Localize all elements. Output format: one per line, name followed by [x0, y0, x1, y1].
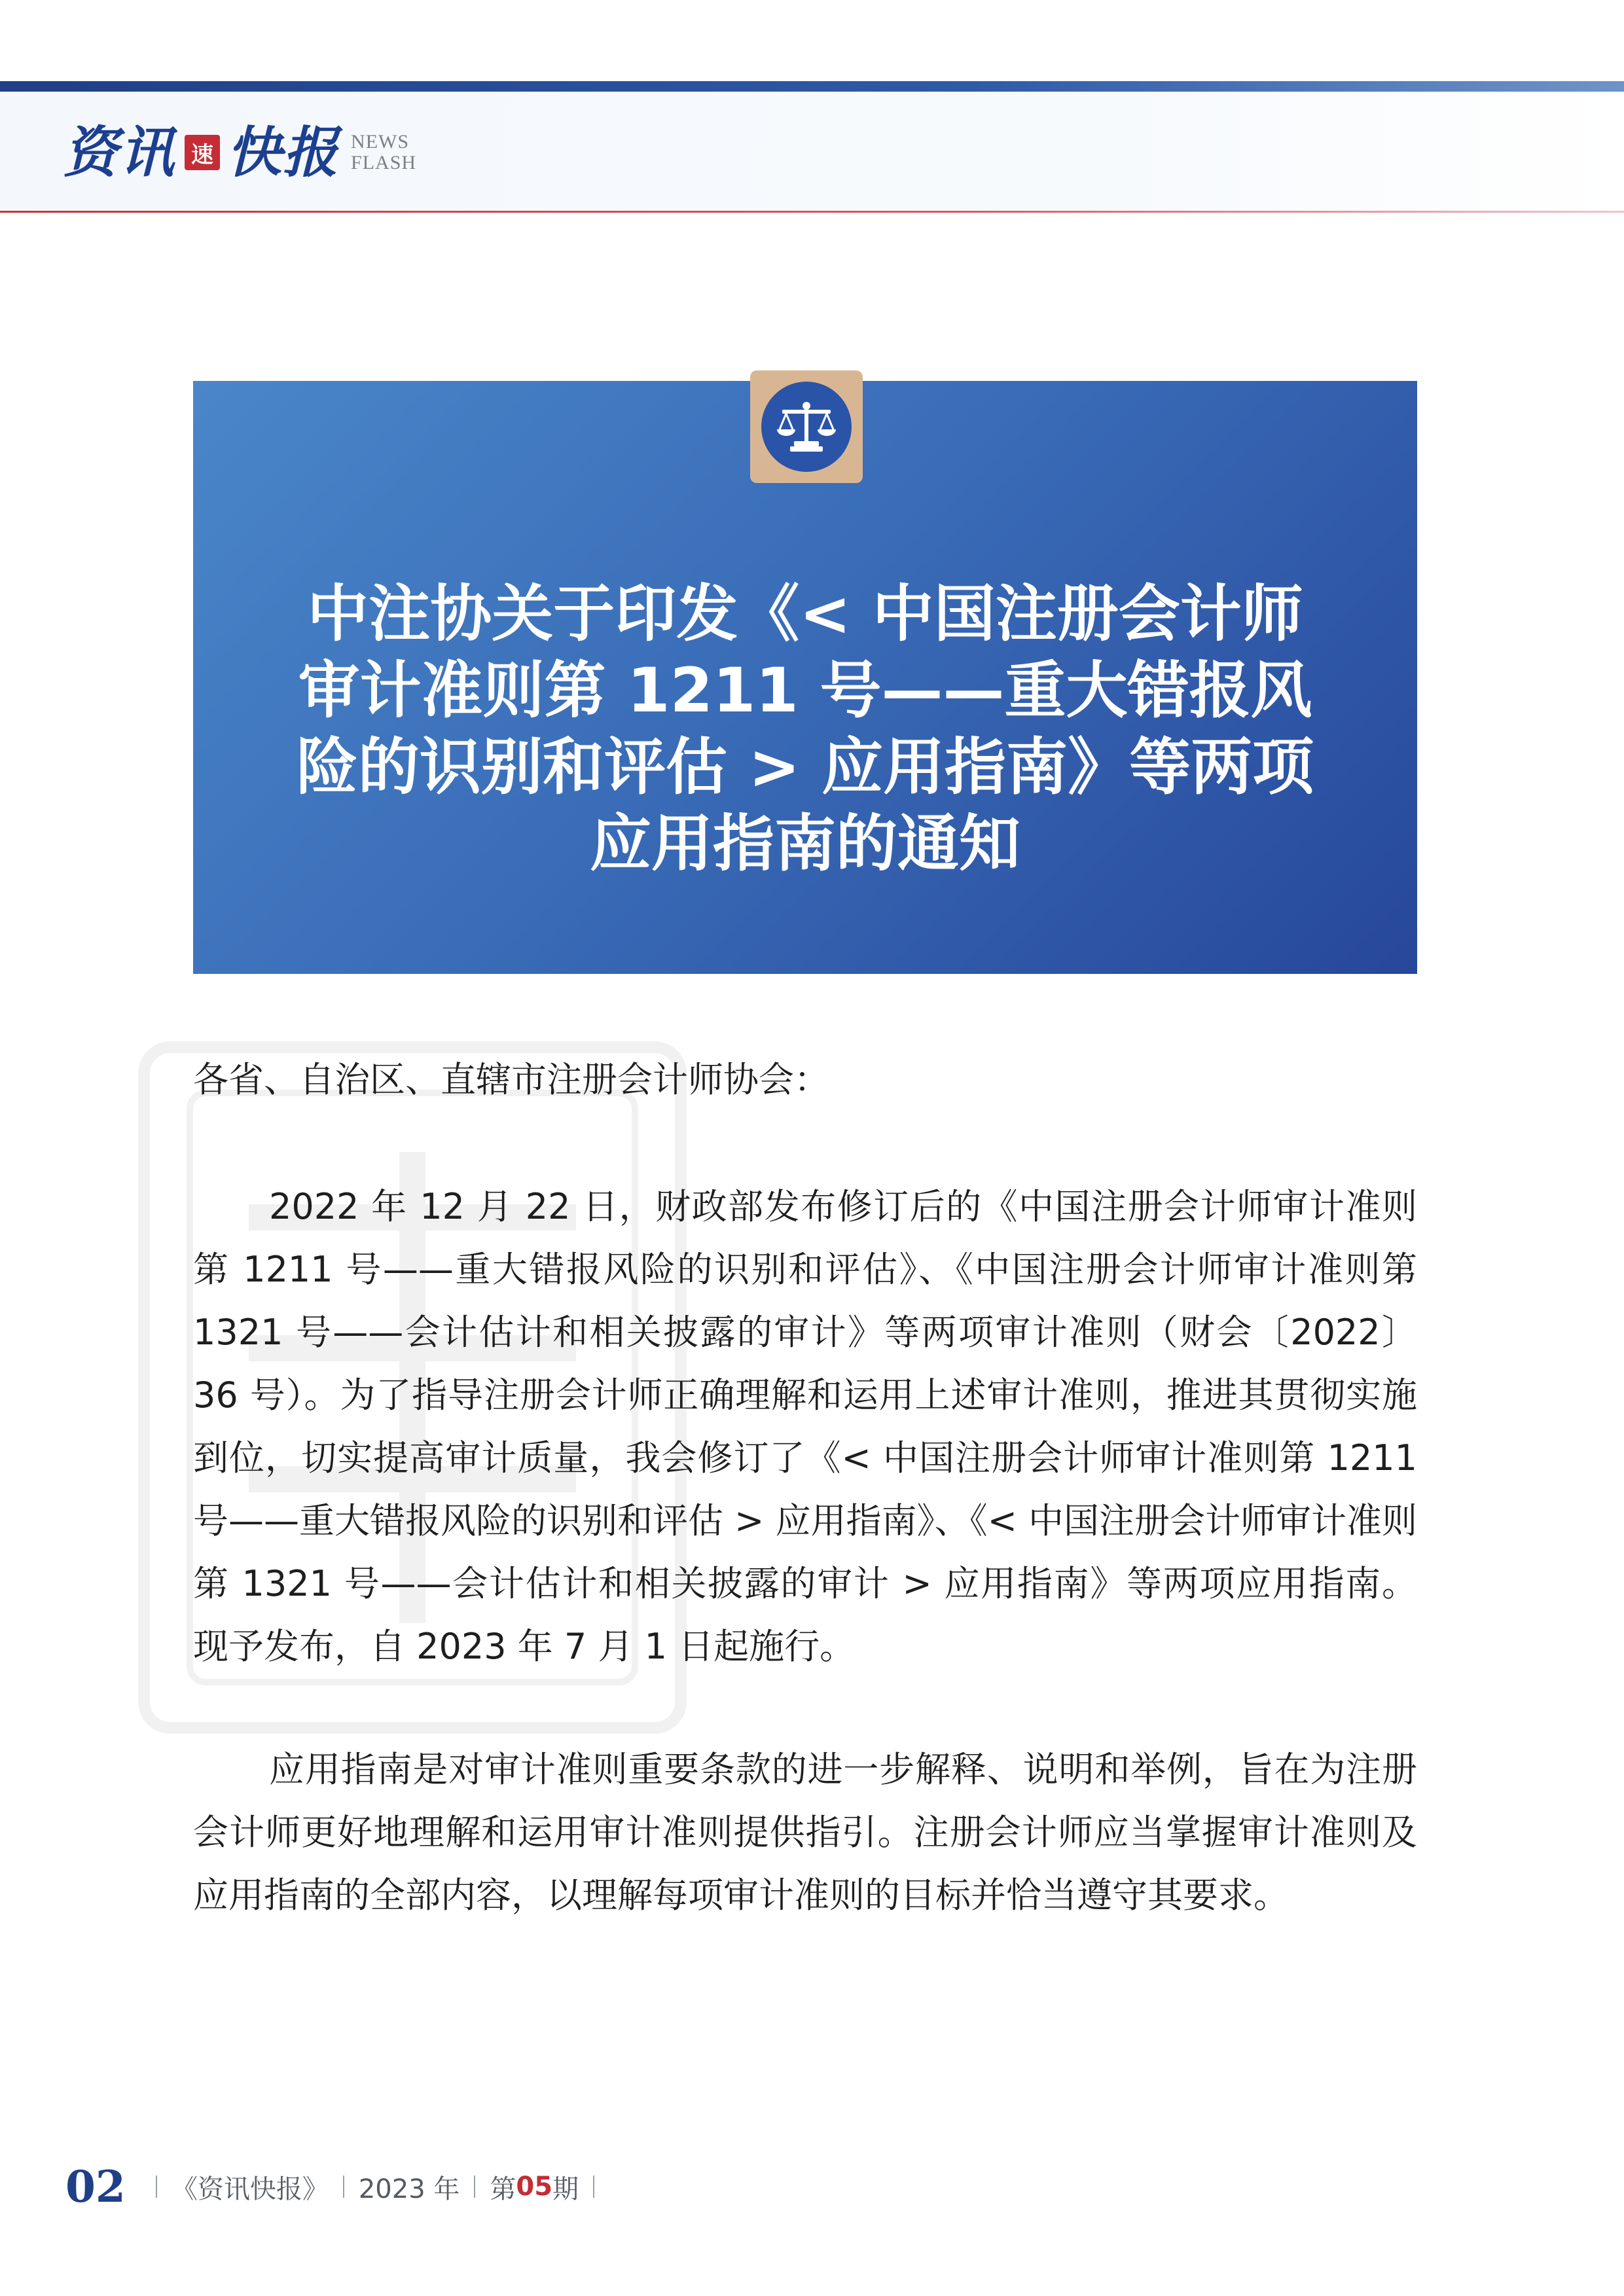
- title-line: 应用指南的通知: [589, 808, 1020, 880]
- brand-english-line2: FLASH: [351, 152, 417, 173]
- scales-of-justice-icon: [776, 399, 837, 454]
- brand-seal-icon: 速: [185, 135, 220, 170]
- title-line: 中注协关于印发《< 中国注册会计师: [307, 579, 1303, 650]
- salutation: 各省、自治区、直辖市注册会计师协会：: [193, 1059, 829, 1100]
- body-paragraph: 应用指南是对审计准则重要条款的进一步解释、说明和举例，旨在为注册会计师更好地理解和运用审计准则提供指引。注册会计师应当掌握审计准则及应用指南的全部内容，以理解每项审计准则的目标并恰当遵守其要求。: [193, 1749, 1417, 1916]
- title-badge-circle: [761, 382, 852, 472]
- title-line: 险的识别和评估 > 应用指南》等两项: [296, 732, 1314, 803]
- page-number: 02: [65, 2161, 126, 2212]
- issue-number: 05: [516, 2172, 553, 2202]
- footer-separator: [156, 2176, 157, 2198]
- title-badge: [750, 370, 863, 483]
- brand-name-part2: 快报: [226, 120, 340, 185]
- issue-prefix: 第: [490, 2174, 516, 2204]
- title-line: 审计准则第 1211 号——重大错报风: [298, 655, 1312, 726]
- body-paragraph: 2022 年 12 月 22 日，财政部发布修订后的《中国注册会计师审计准则第 1211 号——重大错报风险的识别和评估》、《中国注册会计师审计准则第 1321 号——会计估计和相关披露的审计》等两项审计准则（财会〔2022〕36 号）。为了指导注册会计师正确理解和运用上述审计准则，推进其贯彻实施到位，切实提高审计质量，我会修订了《< 中国注册会计师审计准则第 1211 号——重大错报风险的识别和评估 > 应用指南》、《< 中国注册会计师审计准则第 1321 号——会计估计和相关披露的审计 > 应用指南》等两项应用指南。现予发布，自 2023 年 7 月 1 日起施行。: [193, 1186, 1417, 1667]
- footer-separator: [593, 2176, 594, 2198]
- footer-separator: [343, 2176, 344, 2198]
- header-divider: [0, 211, 1624, 213]
- article-title: [223, 576, 1388, 882]
- brand-logo: [63, 110, 416, 195]
- publication-name: 《资讯快报》: [171, 2174, 329, 2204]
- brand-name-part1: 资讯: [63, 120, 176, 185]
- footer-separator: [474, 2176, 475, 2198]
- brand-english-line1: NEWS: [351, 131, 410, 152]
- page-footer: [65, 2157, 609, 2216]
- publication-year: 2023 年: [358, 2174, 460, 2204]
- brand-english: [351, 132, 416, 173]
- issue-suffix: 期: [552, 2174, 579, 2204]
- header-top-bar: [0, 81, 1624, 92]
